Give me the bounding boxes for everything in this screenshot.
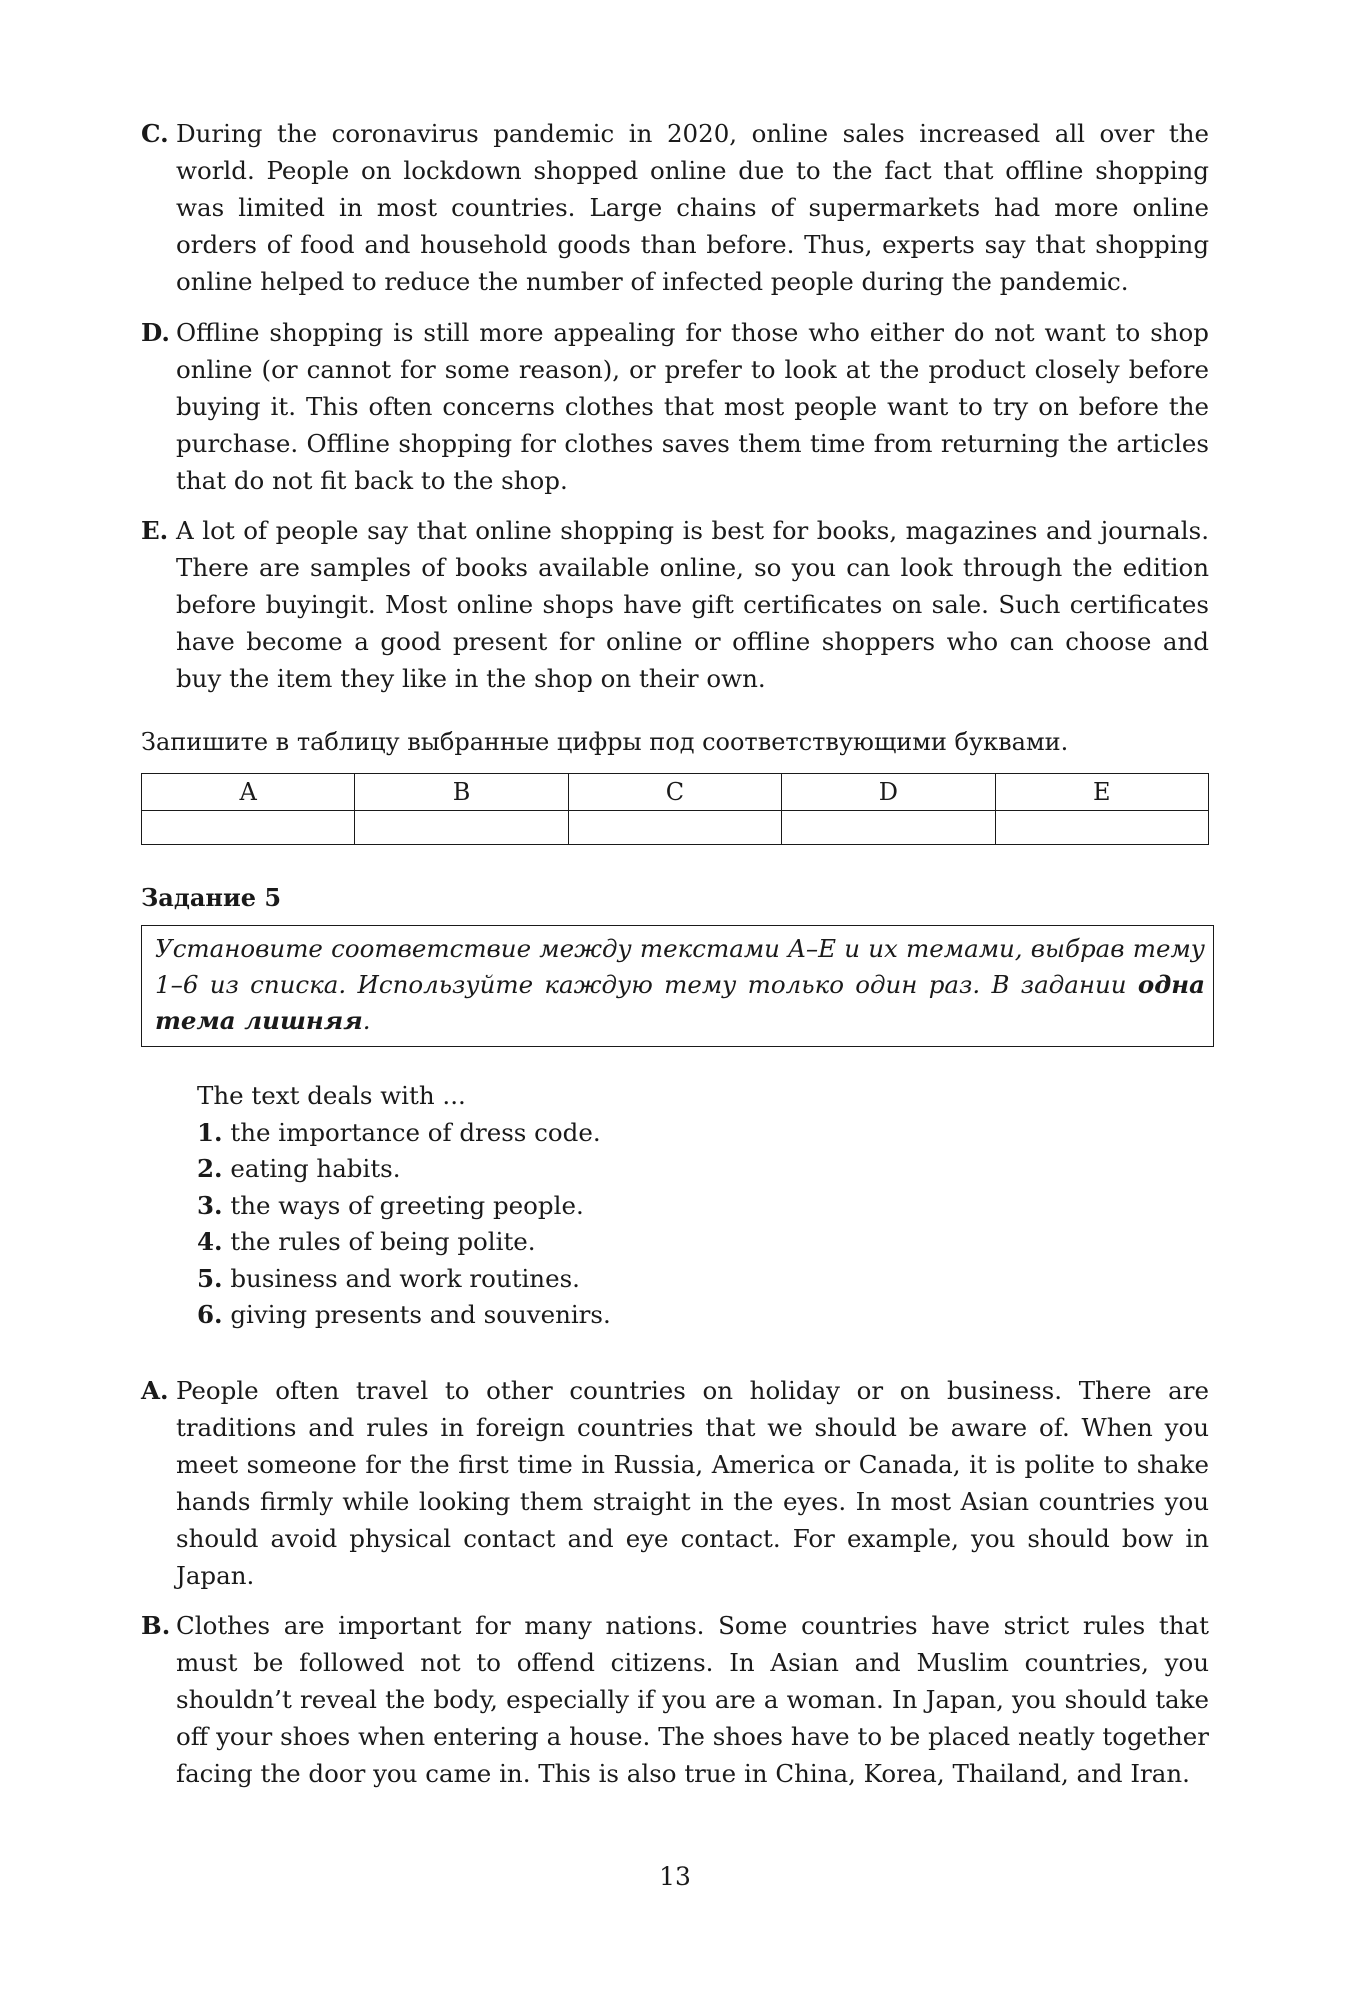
topic-text: the rules of being polite. <box>230 1227 536 1256</box>
topics-list <box>197 1078 611 1334</box>
topic-text: the ways of greeting people. <box>230 1190 584 1220</box>
paragraph-text: During the coronavirus pandemic in 2020, online sales increased all over the world. People on lockdown shopped online due to the fact that offline shopping was limited in most countries. Large chains of supermarkets had more online orders of food and household goods than before. Thus, experts say that shopping online helped to reduce the number of infected people during the pandemic. <box>176 119 1209 296</box>
topic-text: giving presents and souvenirs. <box>230 1300 611 1329</box>
topic-number: 3. <box>197 1190 223 1220</box>
task-instruction-box <box>141 925 1214 1047</box>
answer-header-cell: A <box>142 774 355 811</box>
paragraph-text: Offline shopping is still more appealing for those who either do not want to shop online (or cannot for some reason), or prefer to look at the product closely before buying it. This often concerns clothes that most people want to try on before the purchase. Offline shopping for clothes saves them time from returning the articles that do not fit back to the shop. <box>176 318 1209 495</box>
topic-text: business and work routines. <box>230 1263 580 1293</box>
paragraph-b <box>141 1607 1209 1792</box>
paragraph-letter: E. <box>141 516 169 545</box>
paragraph-letter: D. <box>141 318 170 347</box>
topic-item <box>197 1115 611 1152</box>
task-instruction-end: . <box>362 1006 371 1035</box>
topics-intro: The text deals with ... <box>197 1081 466 1110</box>
paragraph-text: A lot of people say that online shopping is best for books, magazines and journals. There are samples of books available online, so you can look through the edition before buyingit. Most online shops have gift certificates on sale. Such certificates have become a good present for online or offline shoppers who can choose and buy the item they like in the shop on their own. <box>176 516 1209 693</box>
topic-number: 4. <box>197 1227 223 1256</box>
paragraph-letter: B. <box>141 1611 171 1640</box>
topic-item <box>197 1188 611 1225</box>
paragraph-c <box>141 115 1209 300</box>
topic-number: 5. <box>197 1263 223 1293</box>
answer-table-header-row <box>142 774 1209 811</box>
paragraph-d <box>141 314 1209 499</box>
answer-header-cell: D <box>782 774 995 811</box>
paragraph-a <box>141 1372 1209 1594</box>
topic-item <box>197 1224 611 1261</box>
answer-table <box>141 773 1209 845</box>
answer-header-cell: C <box>568 774 781 811</box>
page-number: 13 <box>659 1862 691 1891</box>
topic-text: the importance of dress code. <box>230 1117 601 1147</box>
answer-instruction: Запишите в таблицу выбранные цифры под соответствующими буквами. <box>141 728 1069 756</box>
task-instruction-text: Установите соответствие между текстами A–E и их темами, выбрав тему 1–6 из списка. Используйте каждую тему только один раз. В задании <box>155 934 1205 999</box>
task-title: Задание 5 <box>141 883 282 912</box>
paragraph-text: People often travel to other countries on holiday or on business. There are traditions and rules in foreign countries that we should be aware of. When you meet someone for the first time in Russia, America or Canada, it is polite to shake hands firmly while looking them straight in the eyes. In most Asian countries you should avoid physical contact and eye contact. For example, you should bow in Japan. <box>176 1376 1209 1590</box>
paragraph-letter: A. <box>141 1376 169 1405</box>
topic-item <box>197 1261 611 1298</box>
answer-header-cell: B <box>355 774 568 811</box>
topic-number: 1. <box>197 1117 223 1147</box>
topic-number: 2. <box>197 1154 223 1183</box>
answer-table-input-row <box>142 811 1209 845</box>
topic-item <box>197 1151 611 1188</box>
answer-header-cell: E <box>995 774 1208 811</box>
answer-input-cell-a[interactable] <box>142 811 355 845</box>
answer-input-cell-b[interactable] <box>355 811 568 845</box>
topic-number: 6. <box>197 1300 223 1329</box>
answer-input-cell-d[interactable] <box>782 811 995 845</box>
paragraph-text: Clothes are important for many nations. Some countries have strict rules that must be followed not to offend citizens. In Asian and Muslim countries, you shouldn’t reveal the body, especially if you are a woman. In Japan, you should take off your shoes when entering a house. The shoes have to be placed neatly together facing the door you came in. This is also true in China, Korea, Thailand, and Iran. <box>176 1611 1209 1788</box>
topic-item <box>197 1297 611 1334</box>
task-instruction-emphasis: одна тема лишняя <box>155 970 1205 1035</box>
topic-text: eating habits. <box>230 1154 401 1183</box>
answer-input-cell-e[interactable] <box>995 811 1208 845</box>
paragraph-e <box>141 512 1209 697</box>
paragraph-letter: C. <box>141 119 169 148</box>
answer-input-cell-c[interactable] <box>568 811 781 845</box>
